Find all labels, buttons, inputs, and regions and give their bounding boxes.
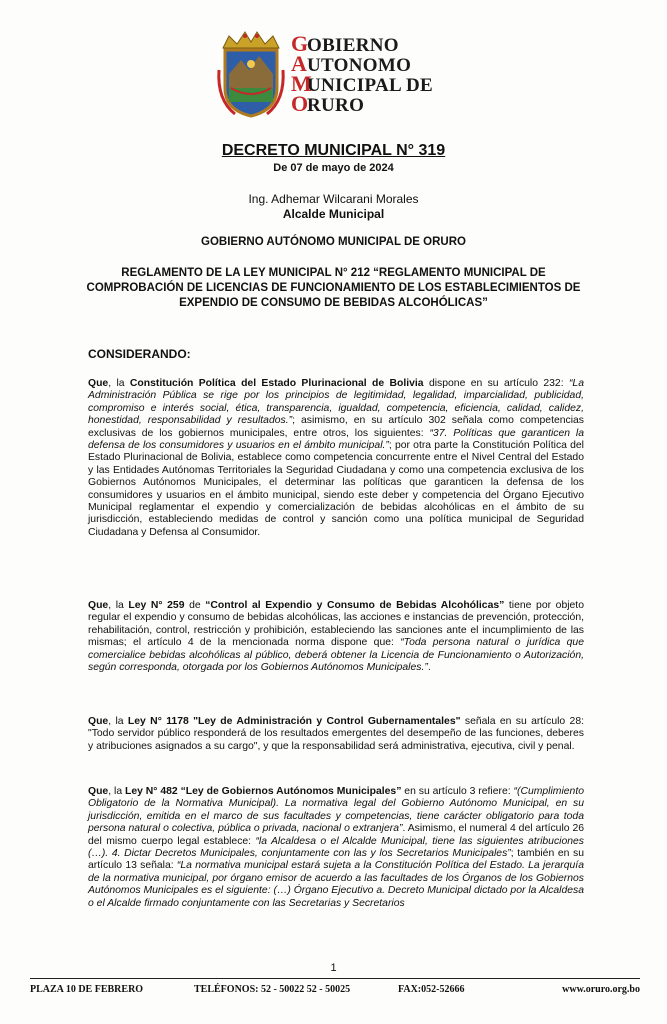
whereas-lead: Que [88, 716, 109, 727]
considerando-heading: CONSIDERANDO: [88, 347, 191, 361]
whereas-paragraph [88, 716, 584, 753]
legal-reference: Ley N° 482 “Ley de Gobiernos Autónomos Municipales” [125, 786, 402, 797]
signatory-role: Alcalde Municipal [282, 207, 385, 221]
footer-phones: TELÉFONOS: 52 - 50022 52 - 50025 [194, 984, 351, 995]
legal-quote: “(Cumplimiento Obligatorio de la Normativa Municipal). La normativa legal del Gobierno Autónomo Municipal, en su jurisdicción, emitida en el marco de sus facultades y competencias, tiene carácter obligatorio para toda persona natural o colectiva, pública o privada, nacional o extranjera” [88, 786, 584, 835]
institution-name-line: UNICIPAL DE [307, 75, 433, 96]
body-text: tiene por objeto regular el expendio y consumo de bebidas alcohólicas, las acciones e instancias de prevención, protección, rehabilitación, control, restricción y prohibición, estableciendo las sanciones ante el incumplimiento de las mismas; el artículo 4 de la mencionada norma dispone que: [88, 600, 584, 649]
footer-website: www.oruro.org.bo [562, 984, 640, 995]
decree-title: DECRETO MUNICIPAL N° 319 [221, 142, 446, 159]
legal-quote: “La normativa municipal estará sujeta a la Constitución Política del Estado. La jerarquía de la normativa municipal, por órgano emisor de acuerdo a las facultades de los Órganos de los Gobiernos Autónomos Municipales es el siguiente: (…) Órgano Ejecutivo a. Decreto Municipal dictado por la Alcaldesa o el Alcalde firmado conjuntamente con las Secretarias y Secretarios [88, 860, 584, 909]
legal-reference: Constitución Política del Estado Plurinacional de Bolivia [129, 378, 424, 389]
body-text: . Asimismo, el numeral 4 del artículo 26 del mismo cuerpo legal establece: [88, 823, 584, 847]
page-footer [30, 984, 640, 1000]
footer-address: PLAZA 10 DE FEBRERO [30, 984, 144, 995]
municipal-header [215, 28, 455, 118]
whereas-paragraph [88, 786, 584, 910]
body-text: , la [108, 600, 129, 611]
legal-quote: “Toda persona natural o jurídica que comercialice bebidas alcohólicas al público, deberá obtener la Licencia de Funcionamiento o Autorización, según corresponda, otorgada por los Gobiernos Autónomos Municipales.” [88, 637, 584, 674]
institution-name-line: UTONOMO [307, 55, 412, 76]
institution-name-line: OBIERNO [307, 35, 399, 56]
body-text: , la [108, 786, 125, 797]
institution-name-line: RURO [307, 95, 365, 116]
whereas-lead: Que [88, 378, 109, 389]
coat-of-arms-logo [215, 30, 287, 118]
body-text: . [427, 662, 431, 674]
body-text: señala en su artículo 28: "Todo servidor público responderá de los resultados emergentes del desempeño de las funciones, deberes y atribuciones asignados a su cargo", y que la responsabilidad será administrativa, ejecutiva, civil y penal. [88, 716, 584, 752]
legal-quote: “La Administración Pública se rige por los principios de legitimidad, legalidad, imparcialidad, publicidad, compromiso e interés social, ética, transparencia, igualdad, competencia, eficiencia, calidad, calidez, honestidad, responsabilidad y resultados.” [88, 378, 584, 427]
legal-reference: Ley N° 1178 "Ley de Administración y Control Gubernamentales" [127, 716, 461, 727]
institution-name [307, 36, 433, 116]
acronym-letter: A [291, 51, 307, 76]
body-text: ; por otra parte la Constitución Política del Estado Plurinacional de Bolivia, establece como competencia concurrente entre el Nivel Central del Estado y las Entidades Autónomas Territoriales la Seguridad Ciudadana y como una competencia exclusiva de los Gobiernos Autónomos Municipales, el determinar las políticas que garanticen la defensa de los consumidores y usuarios en el ámbito municipal, siendo este deber y competencia del Órgano Ejecutivo Municipal reglamentar el expendio y comercialización de bebidas alcohólicas en el ámbito de su jurisdicción, estableciendo medidas de control y sanción como una política municipal de Seguridad Ciudadana y Defensa al Consumidor. [88, 440, 584, 538]
whereas-paragraph [88, 600, 584, 674]
body-text: ; asimismo, en su artículo 302 señala como competencias exclusivas de los gobiernos municipales, entre otros, los siguientes: [88, 415, 584, 439]
acronym-letter: M [291, 71, 312, 96]
whereas-lead: Que [88, 786, 109, 797]
body-text: de [184, 600, 206, 611]
body-text: , la [108, 716, 128, 727]
government-name: GOBIERNO AUTÓNOMO MUNICIPAL DE ORURO [201, 236, 466, 248]
page-number: 1 [330, 962, 337, 974]
body-text: dispone en su artículo 232: [423, 378, 569, 389]
legal-reference: “Control al Expendio y Consumo de Bebidas Alcohólicas” [205, 600, 505, 611]
body-text: , la [108, 378, 130, 389]
footer-divider [30, 978, 640, 979]
acronym-letter: O [291, 91, 309, 116]
legal-quote: “la Alcaldesa o el Alcalde Municipal, tiene las siguientes atribuciones (…). 4. Dictar Decretos Municipales, conjuntamente con las y los Secretarios Municipales” [88, 835, 585, 860]
signatory-name: Ing. Adhemar Wilcarani Morales [248, 192, 419, 206]
legal-reference: Ley N° 259 [128, 600, 185, 611]
regulation-title: REGLAMENTO DE LA LEY MUNICIPAL N° 212 “REGLAMENTO MUNICIPAL DE COMPROBACIÓN DE LICENCIAS DE FUNCIONAMIENTO DE LOS ESTABLECIMIENTOS DE EXPENDIO DE CONSUMO DE BEBIDAS ALCOHÓLICAS” [86, 267, 581, 309]
acronym-letter: G [291, 31, 309, 56]
gamo-acronym [291, 31, 312, 116]
body-text: ; también en su artículo 13 señala: [88, 848, 585, 872]
legal-quote: “37. Políticas que garanticen la defensa de los consumidores y usuarios en el ámbito municipal.” [88, 427, 584, 452]
decree-date: De 07 de mayo de 2024 [273, 162, 394, 174]
whereas-lead: Que [88, 600, 109, 611]
body-text: en su artículo 3 refiere: [401, 786, 514, 797]
footer-fax: FAX:052-52666 [398, 984, 465, 995]
whereas-paragraph [88, 378, 584, 539]
